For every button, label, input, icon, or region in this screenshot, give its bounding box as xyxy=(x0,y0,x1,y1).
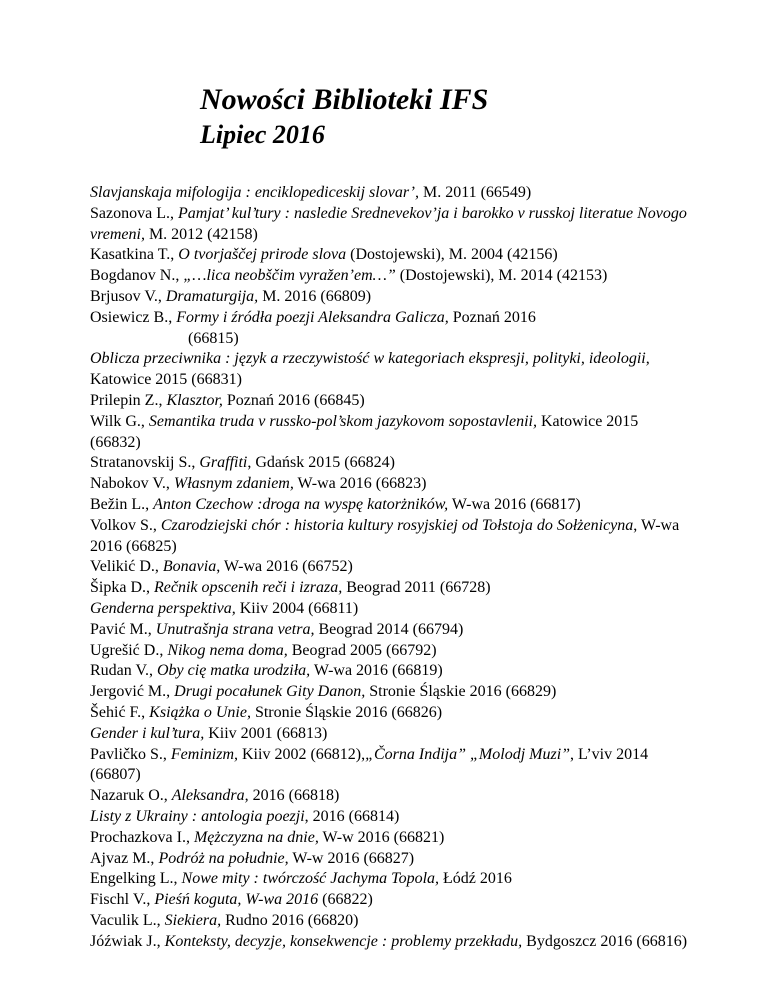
entry-title: Pieśń koguta, W-wa 2016 xyxy=(154,891,319,909)
entry-details: , 2016 (66814) xyxy=(304,807,400,825)
entry-title: Rečnik opscenih reči i izraza, xyxy=(154,579,343,597)
entry-title: Feminizm, xyxy=(170,745,238,763)
entry-details: , W-wa 2016 (66825) xyxy=(90,516,680,555)
entry-details: (66822) xyxy=(318,891,373,909)
entry-details: W-wa 2016 (66817) xyxy=(448,495,581,513)
entry-author: Pavličko S., xyxy=(90,745,171,763)
list-item xyxy=(90,890,690,911)
entry-author: Jóźwiak J., xyxy=(90,932,165,950)
entry-details: W-wa 2016 (66819) xyxy=(310,662,443,680)
entry-title: Nikog nema doma, xyxy=(167,641,288,659)
list-item xyxy=(90,183,690,204)
list-item xyxy=(90,869,690,890)
entry-details: M. 2012 (42158) xyxy=(144,225,258,243)
list-item xyxy=(90,661,690,682)
entry-details: Kiiv 2004 (66811) xyxy=(235,599,359,617)
entry-title: Unutrašnja strana vetra, xyxy=(155,620,315,638)
entry-details: W-wa 2016 (66823) xyxy=(293,475,427,493)
entry-details: Kiiv 2002 (66812), xyxy=(238,745,366,763)
list-item xyxy=(90,557,690,578)
list-item xyxy=(90,724,690,745)
entry-title: Nowe mity : twórczość Jachyma Topola, xyxy=(181,870,440,888)
book-list xyxy=(90,183,690,952)
list-item xyxy=(90,932,690,953)
entry-author: Bogdanov N., xyxy=(90,267,184,285)
entry-details: M. 2016 (66809) xyxy=(258,287,372,305)
list-item xyxy=(90,807,690,828)
entry-author: Ugrešić D., xyxy=(90,641,168,659)
entry-title: Anton Czechow :droga na wyspę katorżników, xyxy=(153,495,449,513)
entry-details: , L’viv 2014 (66807) xyxy=(90,745,649,784)
entry-title: Graffiti xyxy=(199,454,248,472)
entry-author: Prochazkova I., xyxy=(90,828,194,846)
entry-details: W-w 2016 (66821) xyxy=(318,828,445,846)
entry-details: 2016 (66818) xyxy=(248,787,340,805)
list-item xyxy=(90,245,690,266)
entry-title: „…lica neobščim vyražen’em…” xyxy=(183,267,396,285)
entry-title: „Čorna Indija” „Molodj Muzi” xyxy=(365,745,571,763)
entry-author: Sazonova L., xyxy=(90,204,178,222)
entry-title: Listy z Ukrainy : antologia poezji xyxy=(90,807,305,825)
entry-details: (Dostojewski), M. 2014 (42153) xyxy=(395,267,608,285)
entry-title: Podróż na południe, xyxy=(158,849,289,867)
entry-author: Šipka D., xyxy=(90,579,154,597)
entry-author: Osiewicz B., xyxy=(90,308,177,326)
entry-details: Łódź 2016 xyxy=(439,870,512,888)
entry-title: Drugi pocałunek Gity Danon, xyxy=(174,683,366,701)
entry-title: Aleksandra, xyxy=(171,787,249,805)
entry-details: Stronie Śląskie 2016 (66829) xyxy=(365,683,557,701)
entry-details: Beograd 2005 (66792) xyxy=(287,641,437,659)
entry-author: Wilk G., xyxy=(90,412,149,430)
entry-author: Ajvaz M., xyxy=(90,849,159,867)
entry-title: Czarodziejski chór : historia kultury rosyjskiej od Tołstoja do Sołżenicyna xyxy=(160,516,634,534)
entry-details: Beograd 2011 (66728) xyxy=(342,579,491,597)
list-item xyxy=(90,412,690,454)
entry-title: Oblicza przeciwnika : język a rzeczywistość w kategoriach ekspresji, polityki, ideologii, xyxy=(90,350,650,368)
entry-author: Velikić D., xyxy=(90,558,163,576)
entry-title: Bonavia xyxy=(162,558,217,576)
entry-title: O tvorjaščej prirode slova xyxy=(178,246,347,264)
list-item xyxy=(90,474,690,495)
entry-title: Siekiera, xyxy=(164,911,222,929)
entry-author: Vaculik L., xyxy=(90,911,165,929)
list-item xyxy=(90,641,690,662)
entry-author: Prilepin Z., xyxy=(90,391,167,409)
entry-details: Bydgoszcz 2016 (66816) xyxy=(522,932,688,950)
entry-author: Šehić F., xyxy=(90,703,150,721)
list-item xyxy=(90,745,690,787)
entry-title: Formy i źródła poezji Aleksandra Galicza, xyxy=(176,308,449,326)
list-item xyxy=(90,204,690,246)
entry-title: Genderna perspektiva, xyxy=(90,599,236,617)
entry-author: Engelking L., xyxy=(90,870,182,888)
entry-details: Rudno 2016 (66820) xyxy=(221,911,359,929)
entry-details: Beograd 2014 (66794) xyxy=(314,620,464,638)
entry-title: Semantika truda v russko-pol’skom jazykovom sopostavlenii, xyxy=(148,412,537,430)
list-item xyxy=(90,849,690,870)
entry-author: Bežin L., xyxy=(90,495,154,513)
entry-details: Kiiv 2001 (66813) xyxy=(204,724,328,742)
entry-details: M. 2011 (66549) xyxy=(418,184,532,201)
entry-author: Fischl V., xyxy=(90,891,155,909)
page-subtitle: Lipiec 2016 xyxy=(200,120,325,149)
entry-author: Stratanovskij S., xyxy=(90,454,200,472)
entry-title: Slavjanskaja mifologija : enciklopediceskij slovar’, xyxy=(90,184,419,201)
list-item xyxy=(90,308,690,350)
entry-author: Nabokov V., xyxy=(90,475,174,493)
entry-title: Książka o Unie, xyxy=(149,703,251,721)
entry-details: Stronie Śląskie 2016 (66826) xyxy=(250,703,443,721)
entry-details: Poznań 2016 (66845) xyxy=(222,391,365,409)
entry-title: Pamjat’ kul’tury : nasledie Srednevekov’ja i barokko v russkoj literatue Novogo vremeni, xyxy=(90,204,687,243)
list-item xyxy=(90,828,690,849)
entry-title: Własnym zdaniem, xyxy=(173,475,294,493)
entry-author: Volkov S., xyxy=(90,516,161,534)
entry-details: , W-wa 2016 (66752) xyxy=(216,558,353,576)
list-item xyxy=(90,620,690,641)
list-item xyxy=(90,266,690,287)
entry-details: Katowice 2015 (66831) xyxy=(90,371,242,389)
entry-details: Katowice 2015 (66832) xyxy=(90,412,639,451)
entry-author: Kasatkina T., xyxy=(90,246,179,264)
entry-details: (66815) xyxy=(188,329,239,347)
entry-details: Poznań 2016 xyxy=(448,308,536,326)
entry-title: Gender i kul’tura, xyxy=(90,724,205,742)
entry-title: Dramaturgija, xyxy=(165,287,259,305)
entry-title: Mężczyzna na dnie, xyxy=(193,828,319,846)
page-title: Nowości Biblioteki IFS xyxy=(200,83,489,116)
entry-title: Oby cię matka urodziła, xyxy=(156,662,311,680)
entry-author: Nazaruk O., xyxy=(90,787,172,805)
list-item xyxy=(90,287,690,308)
list-item xyxy=(90,599,690,620)
entry-details: W-w 2016 (66827) xyxy=(288,849,415,867)
list-item xyxy=(90,578,690,599)
list-item xyxy=(90,516,690,558)
entry-title: Konteksty, decyzje, konsekwencje : problemy przekładu, xyxy=(164,932,523,950)
list-item xyxy=(90,391,690,412)
list-item xyxy=(90,911,690,932)
list-item xyxy=(90,495,690,516)
entry-author: Jergović M., xyxy=(90,683,175,701)
entry-details: , Gdańsk 2015 (66824) xyxy=(247,454,395,472)
entry-details: (Dostojewski), M. 2004 (42156) xyxy=(346,246,558,264)
list-item xyxy=(90,349,690,391)
entry-title: Klasztor, xyxy=(166,391,223,409)
entry-author: Brjusov V., xyxy=(90,287,166,305)
list-item xyxy=(90,682,690,703)
list-item xyxy=(90,453,690,474)
list-item xyxy=(90,786,690,807)
list-item xyxy=(90,703,690,724)
entry-author: Rudan V., xyxy=(90,662,157,680)
entry-author: Pavić M., xyxy=(90,620,156,638)
